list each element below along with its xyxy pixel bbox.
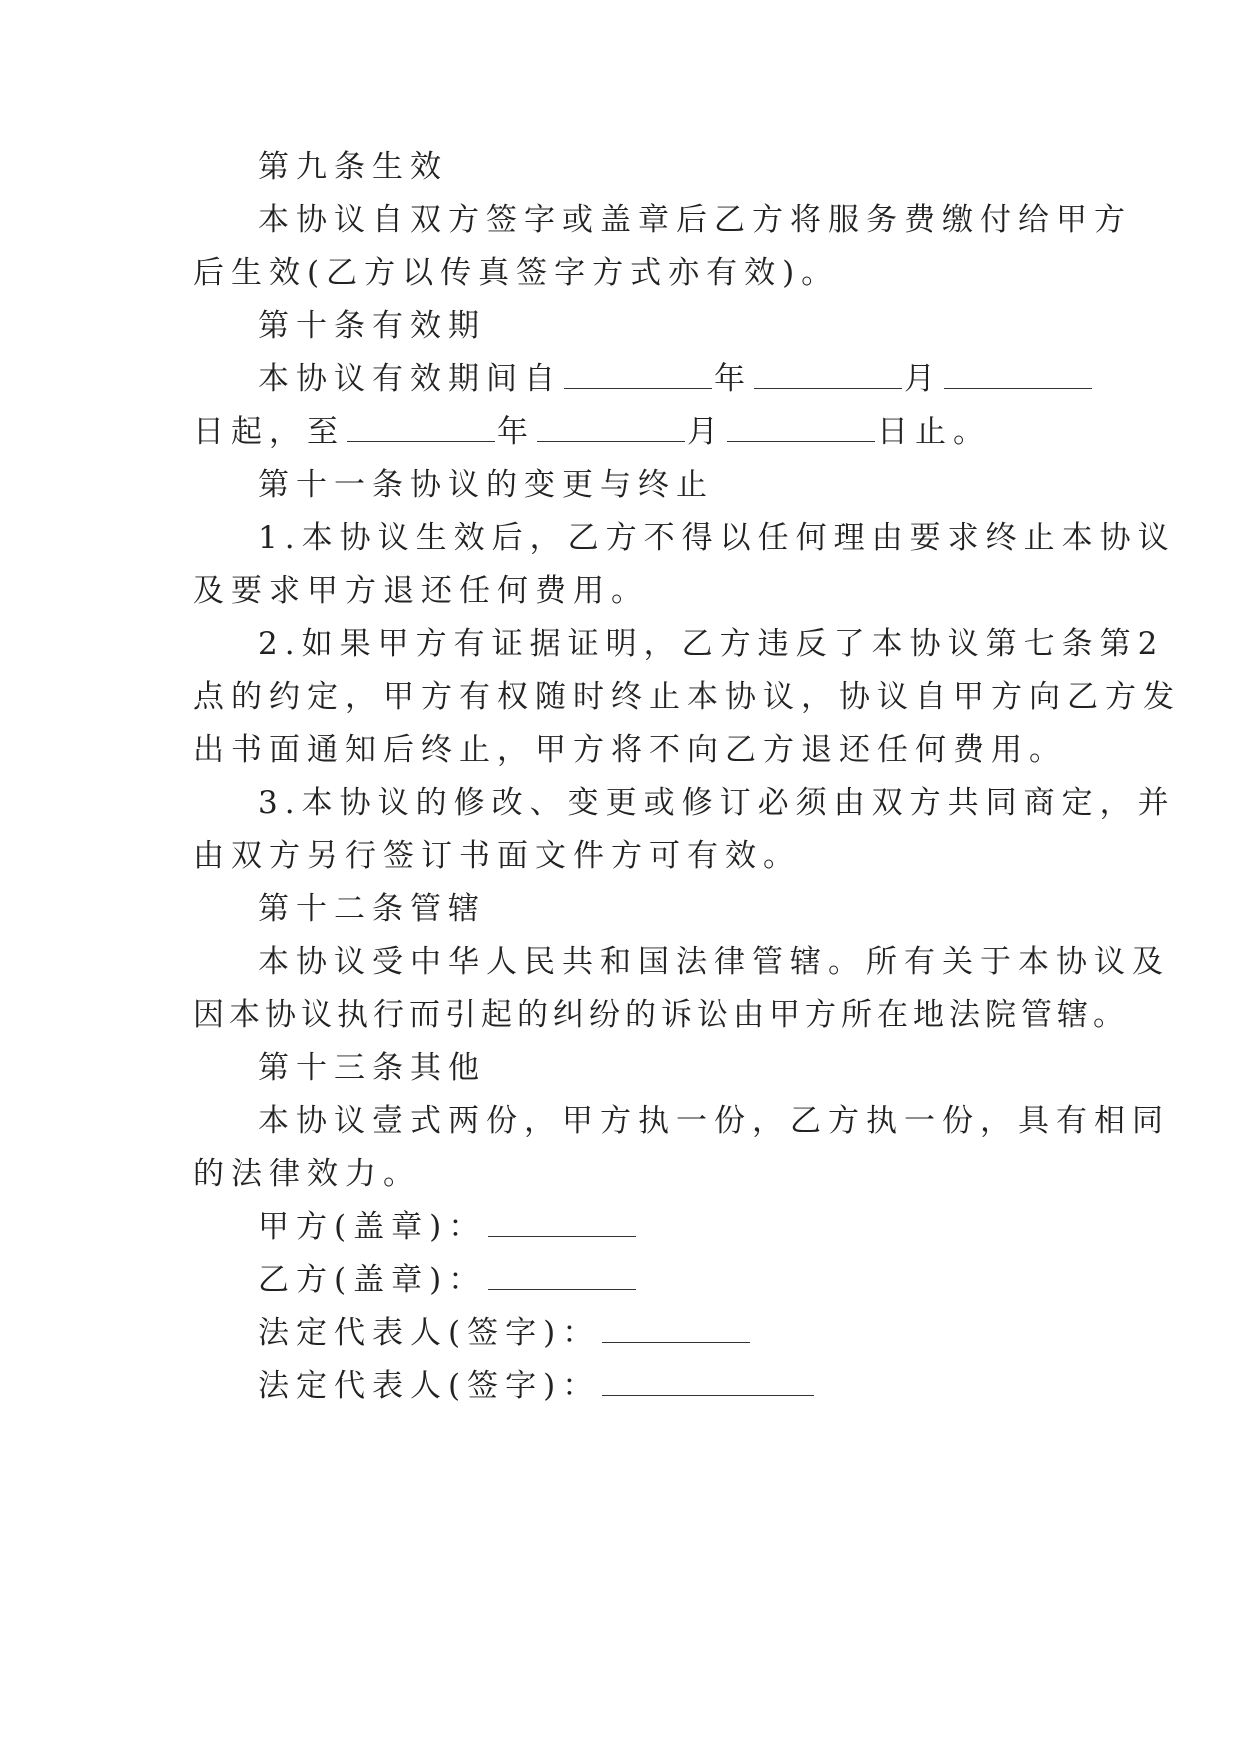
article-9-text-line-1: 本协议自双方签字或盖章后乙方将服务费缴付给甲方 bbox=[258, 202, 1132, 238]
article-11-item-3-line-1: 3.本协议的修改、变更或修订必须由双方共同商定，并 bbox=[258, 785, 1176, 821]
article-11-item-1-line-1: 1.本协议生效后，乙方不得以任何理由要求终止本协议 bbox=[258, 520, 1176, 556]
end-day-blank bbox=[727, 415, 875, 442]
period-start-label: 本协议有效期间自 bbox=[258, 361, 562, 397]
article-9-title: 第九条生效 bbox=[258, 149, 448, 185]
party-a-seal-blank bbox=[488, 1210, 636, 1237]
end-year-blank bbox=[347, 415, 495, 442]
party-a-seal-label: 甲方(盖章)： bbox=[258, 1209, 487, 1245]
end-month-blank bbox=[537, 415, 685, 442]
article-12-text-line-1: 本协议受中华人民共和国法律管辖。所有关于本协议及 bbox=[258, 944, 1170, 980]
legal-rep-1-label: 法定代表人(签字)： bbox=[258, 1315, 601, 1351]
start-day-blank bbox=[944, 362, 1092, 389]
party-b-seal-label: 乙方(盖章)： bbox=[258, 1262, 487, 1298]
article-11-item-3-line-2: 由双方另行签订书面文件方可有效。 bbox=[193, 838, 801, 874]
article-10-period-line-1 bbox=[258, 359, 1094, 399]
party-b-seal-blank bbox=[488, 1263, 636, 1290]
article-11-item-2-line-3: 出书面通知后终止，甲方将不向乙方退还任何费用。 bbox=[193, 732, 1067, 768]
month-label: 月 bbox=[687, 414, 725, 450]
article-12-title: 第十二条管辖 bbox=[258, 891, 486, 927]
start-month-blank bbox=[754, 362, 902, 389]
article-11-title: 第十一条协议的变更与终止 bbox=[258, 467, 714, 503]
article-12-text-line-2: 因本协议执行而引起的纠纷的诉讼由甲方所在地法院管辖。 bbox=[193, 997, 1129, 1033]
article-10-title: 第十条有效期 bbox=[258, 308, 486, 344]
year-label: 年 bbox=[497, 414, 535, 450]
start-year-blank bbox=[564, 362, 712, 389]
article-9-text-line-2: 后生效(乙方以传真签字方式亦有效)。 bbox=[193, 255, 840, 291]
article-13-title: 第十三条其他 bbox=[258, 1050, 486, 1086]
article-11-item-1-line-2: 及要求甲方退还任何费用。 bbox=[193, 573, 649, 609]
legal-rep-1-blank bbox=[602, 1316, 750, 1343]
article-11-item-2-line-1: 2.如果甲方有证据证明，乙方违反了本协议第七条第2 bbox=[258, 626, 1165, 662]
legal-rep-1-signature-line bbox=[258, 1313, 752, 1353]
party-a-signature-line bbox=[258, 1207, 638, 1247]
period-end-suffix: 日止。 bbox=[877, 414, 991, 450]
article-13-text-line-1: 本协议壹式两份，甲方执一份，乙方执一份，具有相同 bbox=[258, 1103, 1170, 1139]
legal-rep-2-blank bbox=[602, 1369, 814, 1396]
article-11-item-2-line-2: 点的约定，甲方有权随时终止本协议，协议自甲方向乙方发 bbox=[193, 679, 1181, 715]
month-label: 月 bbox=[904, 361, 942, 397]
year-label: 年 bbox=[714, 361, 752, 397]
legal-rep-2-label: 法定代表人(签字)： bbox=[258, 1368, 601, 1404]
period-end-label: 日起，至 bbox=[193, 414, 345, 450]
article-10-period-line-2 bbox=[193, 412, 991, 452]
legal-rep-2-signature-line bbox=[258, 1366, 816, 1406]
party-b-signature-line bbox=[258, 1260, 638, 1300]
article-13-text-line-2: 的法律效力。 bbox=[193, 1156, 421, 1192]
